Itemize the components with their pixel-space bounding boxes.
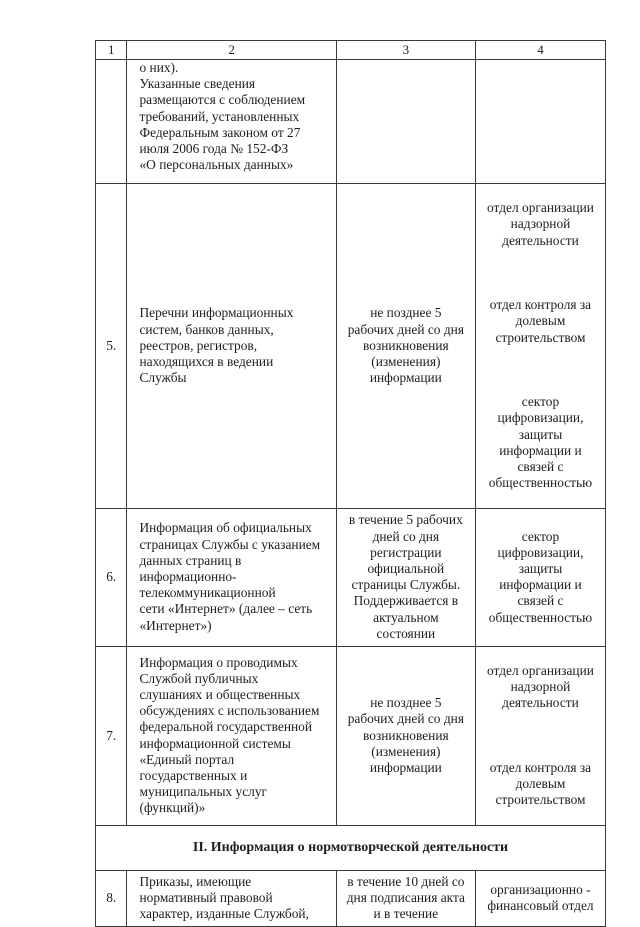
row-number: 6.: [96, 508, 127, 646]
info-cell: о них). Указанные сведения размещаются с соблюдением требований, установленных Федеральным законом от 27 июля 2006 года № 152-ФЗ «О персональных данных»: [127, 60, 336, 184]
table-row-8: [96, 870, 606, 926]
info-cell: Информация об официальных страницах Службы с указанием данных страниц в информационно- телекоммуникационной сети «Интернет» (далее – сеть «Интернет»): [127, 508, 336, 646]
responsible-cell: [475, 184, 605, 509]
header-cell-2: 2: [127, 41, 336, 60]
responsible-dept: отдел организации надзорной деятельности: [487, 200, 594, 248]
info-cell: Приказы, имеющие нормативный правовой характер, изданные Службой,: [127, 870, 336, 926]
header-cell-1: 1: [96, 41, 127, 60]
info-cell: Информация о проводимых Службой публичных слушаниях и общественных обсуждениях с использованием федеральной государственной информационной системы «Единый портал государственных и муниципальных услуг (функций)»: [127, 646, 336, 825]
deadline-cell: не позднее 5 рабочих дней со дня возникновения (изменения) информации: [336, 646, 475, 825]
responsible-dept: сектор цифровизации, защиты информации и связей с общественностью: [488, 528, 593, 625]
info-cell: Перечни информационных систем, банков данных, реестров, регистров, находящихся в ведении Службы: [127, 184, 336, 509]
row-number: 7.: [96, 646, 127, 825]
responsible-cell: [475, 508, 605, 646]
responsible-cell: [475, 646, 605, 825]
responsible-dept: отдел организации надзорной деятельности: [487, 662, 594, 711]
responsible-dept: отдел контроля за долевым строительством: [489, 297, 592, 345]
row-number: [96, 60, 127, 184]
responsible-dept: сектор цифровизации, защиты информации и связей с общественностью: [488, 394, 593, 491]
deadline-cell: в течение 10 дней со дня подписания акта и в течение: [336, 870, 475, 926]
table-row-7: [96, 646, 606, 825]
responsible-cell: организационно - финансовый отдел: [475, 870, 605, 926]
section-heading: II. Информация о нормотворческой деятельности: [96, 825, 606, 870]
table-row-6: [96, 508, 606, 646]
section-heading-row: [96, 825, 606, 870]
row-number: 8.: [96, 870, 127, 926]
deadline-cell: в течение 5 рабочих дней со дня регистрации официальной страницы Службы. Поддерживается в актуальном состоянии: [336, 508, 475, 646]
deadline-cell: не позднее 5 рабочих дней со дня возникновения (изменения) информации: [336, 184, 475, 509]
table-row-5: [96, 184, 606, 509]
table-row-continuation: [96, 60, 606, 184]
responsible-dept: отдел контроля за долевым строительством: [489, 759, 592, 808]
table-header-row: [96, 41, 606, 60]
row-number: 5.: [96, 184, 127, 509]
header-cell-4: 4: [475, 41, 605, 60]
deadline-cell: [336, 60, 475, 184]
responsible-cell: [475, 60, 605, 184]
document-table: [95, 40, 606, 927]
header-cell-3: 3: [336, 41, 475, 60]
